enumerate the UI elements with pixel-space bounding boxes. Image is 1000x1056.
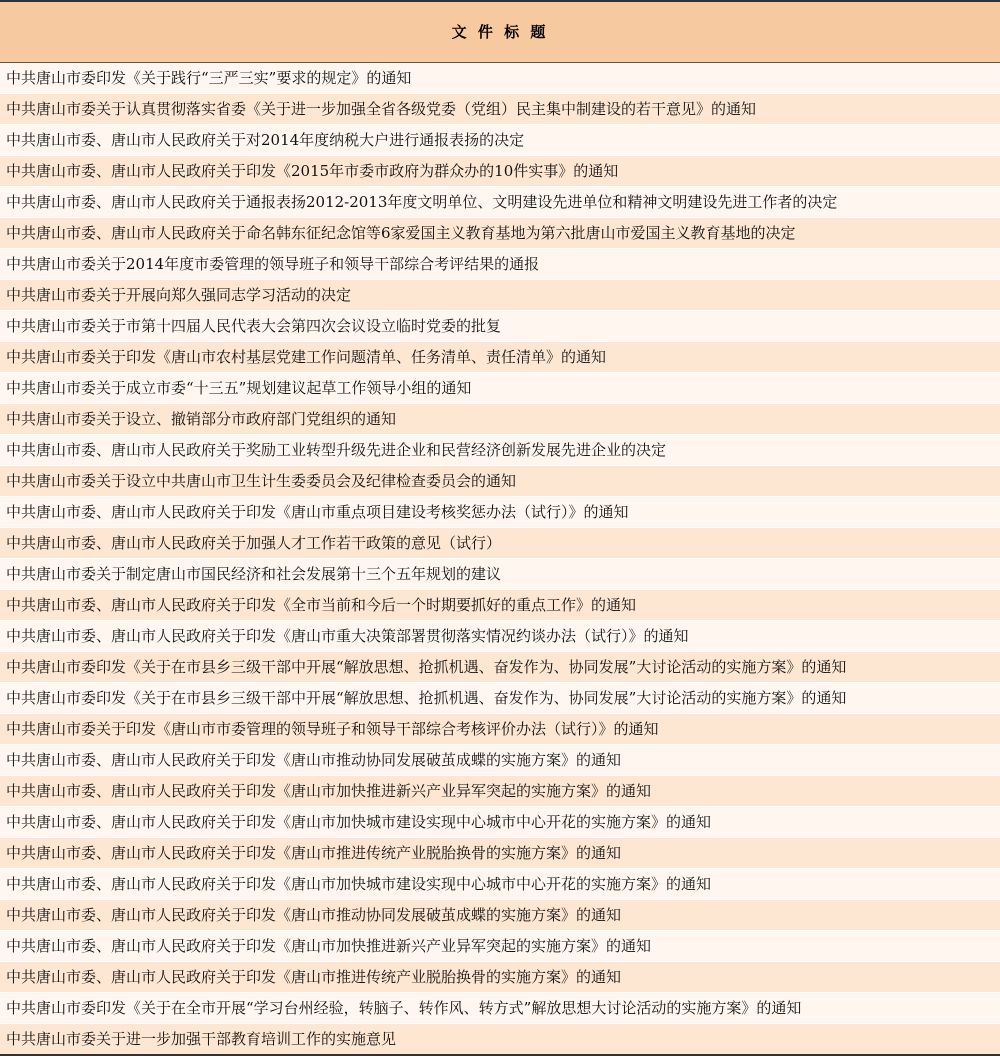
document-title-cell: 中共唐山市委关于设立、撤销部分市政府部门党组织的通知 xyxy=(0,403,1000,434)
document-title-cell: 中共唐山市委关于设立中共唐山市卫生计生委委员会及纪律检查委员会的通知 xyxy=(0,465,1000,496)
document-title-cell: 中共唐山市委、唐山市人民政府关于印发《唐山市加快推进新兴产业异军突起的实施方案》的通知 xyxy=(0,930,1000,961)
document-title-cell: 中共唐山市委、唐山市人民政府关于印发《唐山市重大决策部署贯彻落实情况约谈办法（试行）》的通知 xyxy=(0,620,1000,651)
table-row xyxy=(0,186,1000,217)
table-row xyxy=(0,434,1000,465)
document-title-cell: 中共唐山市委、唐山市人民政府关于印发《唐山市推进传统产业脱胎换骨的实施方案》的通知 xyxy=(0,961,1000,992)
document-title-cell: 中共唐山市委关于印发《唐山市市委管理的领导班子和领导干部综合考核评价办法（试行）》的通知 xyxy=(0,713,1000,744)
table-row xyxy=(0,279,1000,310)
document-title-cell: 中共唐山市委关于市第十四届人民代表大会第四次会议设立临时党委的批复 xyxy=(0,310,1000,341)
document-title-cell: 中共唐山市委关于成立市委“十三五”规划建议起草工作领导小组的通知 xyxy=(0,372,1000,403)
table-row xyxy=(0,62,1000,93)
document-title-cell: 中共唐山市委、唐山市人民政府关于对2014年度纳税大户进行通报表扬的决定 xyxy=(0,124,1000,155)
document-title-cell: 中共唐山市委关于认真贯彻落实省委《关于进一步加强全省各级党委（党组）民主集中制建设的若干意见》的通知 xyxy=(0,93,1000,124)
document-title-cell: 中共唐山市委、唐山市人民政府关于命名韩东征纪念馆等6家爱国主义教育基地为第六批唐山市爱国主义教育基地的决定 xyxy=(0,217,1000,248)
table-row xyxy=(0,155,1000,186)
document-title-cell: 中共唐山市委、唐山市人民政府关于印发《唐山市推动协同发展破茧成蝶的实施方案》的通知 xyxy=(0,744,1000,775)
table-row xyxy=(0,248,1000,279)
table-row xyxy=(0,930,1000,961)
document-title-cell: 中共唐山市委关于印发《唐山市农村基层党建工作问题清单、任务清单、责任清单》的通知 xyxy=(0,341,1000,372)
table-row xyxy=(0,620,1000,651)
table-row xyxy=(0,496,1000,527)
document-title-cell: 中共唐山市委、唐山市人民政府关于印发《唐山市推进传统产业脱胎换骨的实施方案》的通知 xyxy=(0,837,1000,868)
table-row xyxy=(0,775,1000,806)
document-title-cell: 中共唐山市委、唐山市人民政府关于通报表扬2012-2013年度文明单位、文明建设先进单位和精神文明建设先进工作者的决定 xyxy=(0,186,1000,217)
document-title-cell: 中共唐山市委关于2014年度市委管理的领导班子和领导干部综合考评结果的通报 xyxy=(0,248,1000,279)
table-row xyxy=(0,899,1000,930)
table-row xyxy=(0,589,1000,620)
document-title-cell: 中共唐山市委、唐山市人民政府关于印发《唐山市加快推进新兴产业异军突起的实施方案》的通知 xyxy=(0,775,1000,806)
table-row xyxy=(0,682,1000,713)
table-row xyxy=(0,403,1000,434)
document-title-cell: 中共唐山市委、唐山市人民政府关于印发《唐山市重点项目建设考核奖惩办法（试行）》的通知 xyxy=(0,496,1000,527)
table-row xyxy=(0,124,1000,155)
document-title-cell: 中共唐山市委印发《关于在全市开展“学习台州经验，转脑子、转作风、转方式”解放思想大讨论活动的实施方案》的通知 xyxy=(0,992,1000,1023)
document-title-cell: 中共唐山市委关于开展向郑久强同志学习活动的决定 xyxy=(0,279,1000,310)
document-title-cell: 中共唐山市委、唐山市人民政府关于加强人才工作若干政策的意见（试行） xyxy=(0,527,1000,558)
table-row xyxy=(0,93,1000,124)
table-header xyxy=(0,1,1000,62)
document-title-cell: 中共唐山市委、唐山市人民政府关于印发《全市当前和今后一个时期要抓好的重点工作》的通知 xyxy=(0,589,1000,620)
table-row xyxy=(0,372,1000,403)
table-row xyxy=(0,961,1000,992)
table-row xyxy=(0,558,1000,589)
table-row xyxy=(0,310,1000,341)
document-title-cell: 中共唐山市委、唐山市人民政府关于印发《2015年市委市政府为群众办的10件实事》的通知 xyxy=(0,155,1000,186)
document-title-cell: 中共唐山市委印发《关于在市县乡三级干部中开展“解放思想、抢抓机遇、奋发作为、协同发展”大讨论活动的实施方案》的通知 xyxy=(0,651,1000,682)
table-row xyxy=(0,744,1000,775)
table-body xyxy=(0,62,1000,1055)
table-row xyxy=(0,527,1000,558)
document-title-cell: 中共唐山市委、唐山市人民政府关于奖励工业转型升级先进企业和民营经济创新发展先进企业的决定 xyxy=(0,434,1000,465)
document-title-cell: 中共唐山市委印发《关于在市县乡三级干部中开展“解放思想、抢抓机遇、奋发作为、协同发展”大讨论活动的实施方案》的通知 xyxy=(0,682,1000,713)
document-title-cell: 中共唐山市委关于制定唐山市国民经济和社会发展第十三个五年规划的建议 xyxy=(0,558,1000,589)
table-row xyxy=(0,651,1000,682)
table-row xyxy=(0,1023,1000,1055)
table-row xyxy=(0,868,1000,899)
document-title-cell: 中共唐山市委、唐山市人民政府关于印发《唐山市推动协同发展破茧成蝶的实施方案》的通知 xyxy=(0,899,1000,930)
table-row xyxy=(0,837,1000,868)
document-title-cell: 中共唐山市委、唐山市人民政府关于印发《唐山市加快城市建设实现中心城市中心开花的实施方案》的通知 xyxy=(0,868,1000,899)
table-row xyxy=(0,341,1000,372)
table-row xyxy=(0,992,1000,1023)
document-title-cell: 中共唐山市委印发《关于践行“三严三实”要求的规定》的通知 xyxy=(0,62,1000,93)
table-row xyxy=(0,217,1000,248)
table-row xyxy=(0,806,1000,837)
document-title-cell: 中共唐山市委、唐山市人民政府关于印发《唐山市加快城市建设实现中心城市中心开花的实施方案》的通知 xyxy=(0,806,1000,837)
header-row xyxy=(0,1,1000,62)
table-row xyxy=(0,713,1000,744)
table-row xyxy=(0,465,1000,496)
column-header-title: 文 件 标 题 xyxy=(0,1,1000,62)
document-title-cell: 中共唐山市委关于进一步加强干部教育培训工作的实施意见 xyxy=(0,1023,1000,1055)
